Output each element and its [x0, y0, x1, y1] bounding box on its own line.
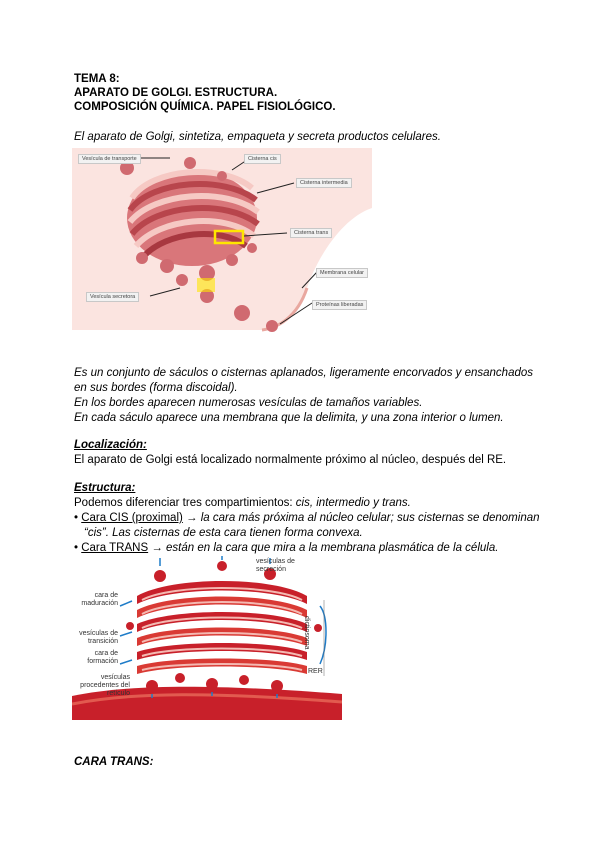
label-vesiculas-secrecion: vesículas de secreción — [256, 558, 295, 573]
localizacion-heading: Localización: — [74, 439, 147, 451]
bullet-symbol: • — [74, 542, 79, 554]
description-line-2: en sus bordes (forma discoidal). — [74, 382, 238, 394]
bullet-symbol: • — [74, 512, 79, 524]
label-vesicula-secretora: Vesícula secretora — [86, 292, 139, 302]
estructura-intro — [74, 496, 411, 511]
label-cisterna-trans: Cisterna trans — [290, 228, 332, 238]
title-line-1: APARATO DE GOLGI. ESTRUCTURA. — [74, 87, 278, 99]
label-dictiosoma: dictiosoma — [303, 616, 310, 650]
label-cisterna-intermedia: Cisterna intermedia — [296, 178, 352, 188]
intro-text: El aparato de Golgi, sintetiza, empaqueta y secreta productos celulares. — [74, 131, 441, 143]
label-rer: RER — [308, 668, 323, 675]
description-line-1: Es un conjunto de sáculos o cisternas aplanados, ligeramente encorvados y ensanchados — [74, 367, 534, 379]
description-line-4: En cada sáculo aparece una membrana que la delimita, y una zona interior o lumen. — [74, 412, 504, 424]
estructura-intro-italic: cis, intermedio y trans. — [295, 497, 411, 509]
label-cara-maduracion: cara de maduración — [81, 592, 118, 607]
label-proteinas-liberadas: Proteínas liberadas — [312, 300, 367, 310]
cara-trans-label: Cara TRANS — [81, 542, 149, 554]
bullet-trans — [74, 541, 498, 556]
estructura-heading: Estructura: — [74, 482, 136, 494]
cara-cis-label: Cara CIS (proximal) — [81, 512, 183, 524]
bullet-cis — [74, 511, 540, 526]
estructura-intro-plain: Podemos diferenciar tres compartimientos: — [74, 497, 296, 509]
golgi-illustration — [72, 148, 372, 346]
cara-trans-heading: CARA TRANS: — [74, 756, 154, 768]
cara-cis-continuation: “cis”. Las cisternas de esta cara tienen forma convexa. — [84, 527, 363, 539]
cara-cis-text: → la cara más próxima al núcleo celular; sus cisternas se denominan — [182, 512, 540, 524]
label-vesiculas-reticulo: vesículas procedentes del retículo — [80, 674, 130, 697]
localizacion-text: El aparato de Golgi está localizado normalmente próximo al núcleo, después del RE. — [74, 454, 507, 466]
cara-trans-text: → están en la cara que mira a la membrana plasmática de la célula. — [148, 542, 499, 554]
title-line-2: COMPOSICIÓN QUÍMICA. PAPEL FISIOLÓGICO. — [74, 101, 336, 113]
label-vesicula-transporte: Vesícula de transporte — [78, 154, 141, 164]
golgi-stack-diagram — [72, 556, 342, 720]
label-cara-formacion: cara de formación — [87, 650, 118, 665]
label-cisterna-cis: Cisterna cis — [244, 154, 281, 164]
topic-number: TEMA 8: — [74, 73, 120, 85]
description-line-3: En los bordes aparecen numerosas vesículas de tamaños variables. — [74, 397, 423, 409]
label-vesiculas-transicion: vesículas de transición — [79, 630, 118, 645]
label-membrana-celular: Membrana celular — [316, 268, 368, 278]
